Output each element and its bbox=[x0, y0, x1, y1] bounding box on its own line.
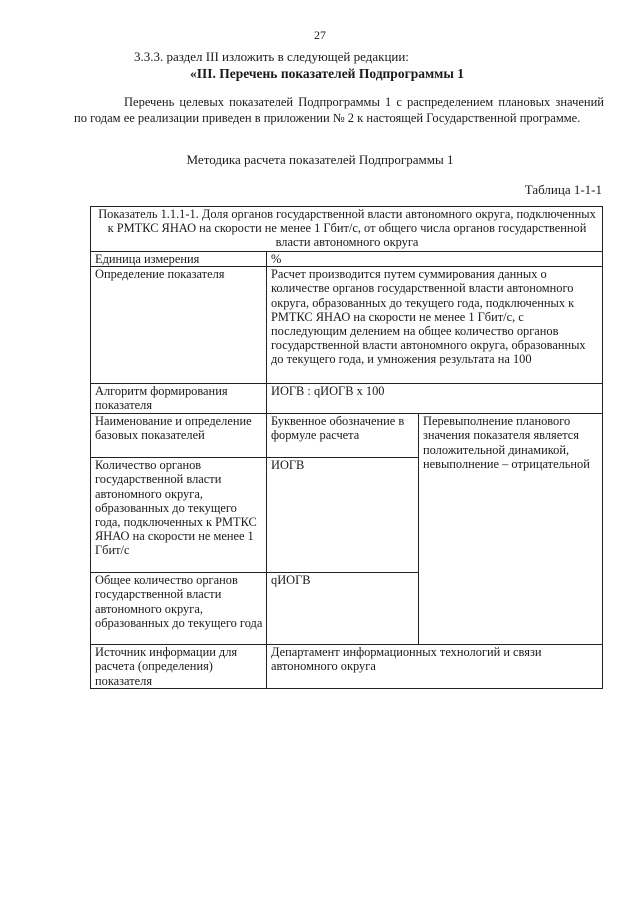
intro-paragraph: Перечень целевых показателей Подпрограммы 1 с распределением плановых значений по годам ее реализации приведен в приложении № 2 к настоящей Государственной программе. bbox=[74, 95, 604, 125]
base-header: Наименование и определение базовых показателей bbox=[91, 414, 267, 458]
interpretation: Перевыполнение планового значения показателя является положительной динамикой, невыполнение – отрицательной bbox=[419, 414, 603, 645]
source-row bbox=[91, 645, 603, 689]
page-number: 27 bbox=[314, 28, 326, 42]
symbol-header: Буквенное обозначение в формуле расчета bbox=[267, 414, 419, 458]
indicator-title: Показатель 1.1.1-1. Доля органов государственной власти автономного округа, подключенных к РМТКС ЯНАО на скорости не менее 1 Гбит/с, от общего числа органов государственной власти автономного округа bbox=[91, 207, 603, 252]
base-symbol: qИОГВ bbox=[267, 573, 419, 645]
amendment-instruction: 3.3.3. раздел III изложить в следующей редакции: bbox=[134, 49, 409, 64]
algorithm-row bbox=[91, 384, 603, 414]
base-name: Количество органов государственной власти автономного округа, образованных до текущего года, подключенных к РМТКС ЯНАО на скорости не менее 1 Гбит/с bbox=[91, 458, 267, 573]
indicator-title-row bbox=[91, 207, 603, 252]
algorithm-label: Алгоритм формирования показателя bbox=[91, 384, 267, 414]
algorithm-value: ИОГВ : qИОГВ х 100 bbox=[267, 384, 603, 414]
base-name: Общее количество органов государственной власти автономного округа, образованных до текущего года bbox=[91, 573, 267, 645]
source-label: Источник информации для расчета (определения) показателя bbox=[91, 645, 267, 689]
base-header-row bbox=[91, 414, 603, 458]
indicator-table bbox=[90, 206, 603, 689]
method-title: Методика расчета показателей Подпрограммы 1 bbox=[186, 152, 454, 167]
table-label: Таблица 1-1-1 bbox=[524, 182, 602, 197]
unit-label: Единица измерения bbox=[91, 252, 267, 267]
definition-label: Определение показателя bbox=[91, 267, 267, 384]
definition-row bbox=[91, 267, 603, 384]
definition-value: Расчет производится путем суммирования данных о количестве органов государственной власти автономного округа, образованных до текущего года, подключенных к РМТКС ЯНАО на скорости не менее 1 Гбит/с, с последующим делением на общее количество органов государственной власти автономного округа, образованных до текущего года, и умножения результата на 100 bbox=[267, 267, 603, 384]
unit-value: % bbox=[267, 252, 603, 267]
base-symbol: ИОГВ bbox=[267, 458, 419, 573]
section-heading: «III. Перечень показателей Подпрограммы 1 bbox=[190, 66, 465, 81]
unit-row bbox=[91, 252, 603, 267]
source-value: Департамент информационных технологий и связи автономного округа bbox=[267, 645, 603, 689]
